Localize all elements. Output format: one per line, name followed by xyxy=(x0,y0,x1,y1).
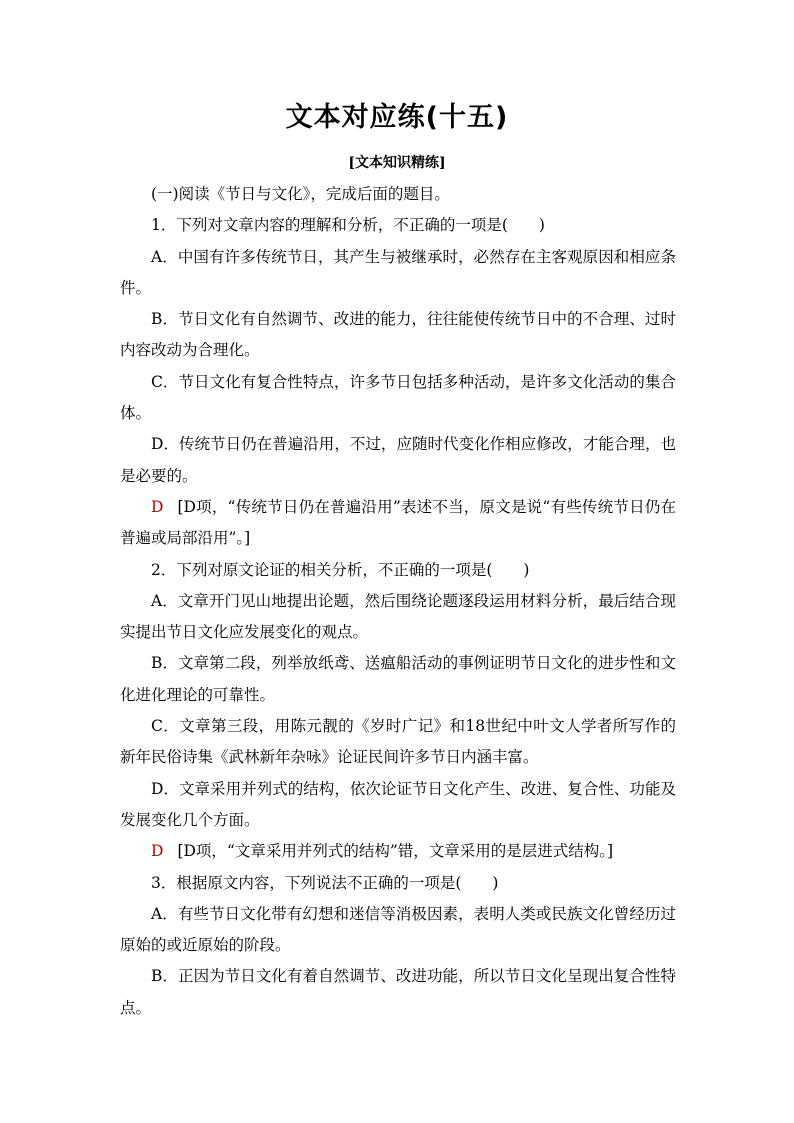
question-2-stem: 2．下列对原文论证的相关分析，不正确的一项是( ) xyxy=(151,560,530,579)
question-2-explanation: [D项，“文章采用并列式的结构”错，文章采用的是层进式结构。] xyxy=(177,842,614,861)
question-3-stem: 3．根据原文内容，下列说法不正确的一项是( ) xyxy=(151,873,499,892)
question-1-answer-letter: D xyxy=(151,497,164,516)
reading-instruction: (一)阅读《节日与文化》，完成后面的题目。 xyxy=(151,185,450,203)
question-1-explanation: [D项，“传统节日仍在普遍沿用”表述不当，原文是说“有些传统节日仍在普遍或局部沿用”。] xyxy=(120,497,676,548)
question-1-stem: 1．下列对文章内容的理解和分析，不正确的一项是( ) xyxy=(151,216,545,235)
question-3-option-b: B．正因为节日文化有着自然调节、改进功能，所以节日文化呈现出复合性特点。 xyxy=(120,967,676,1017)
question-2-option-d: D．文章采用并列式的结构，依次论证节日文化产生、改进、复合性、功能及发展变化几个方面。 xyxy=(120,779,676,829)
question-1-option-d: D．传统节日仍在普遍沿用，不过，应随时代变化作相应修改，才能合理，也是必要的。 xyxy=(120,435,676,485)
question-1-option-a: A．中国有许多传统节日，其产生与被继承时，必然存在主客观原因和相应条件。 xyxy=(120,247,676,297)
question-1-option-b: B．节日文化有自然调节、改进的能力，往往能使传统节日中的不合理、过时内容改动为合理化。 xyxy=(120,310,676,360)
page-title: 文本对应练(十五) xyxy=(285,102,509,133)
question-2-answer xyxy=(120,836,676,867)
section-heading: [文本知识精练] xyxy=(348,155,446,171)
question-3-option-a: A．有些节日文化带有幻想和迷信等消极因素，表明人类或民族文化曾经历过原始的或近原始的阶段。 xyxy=(120,904,676,955)
question-2-option-a: A．文章开门见山地提出论题，然后围绕论题逐段运用材料分析，最后结合现实提出节日文化应发展变化的观点。 xyxy=(120,591,676,642)
question-1-option-c: C．节日文化有复合性特点，许多节日包括多种活动，是许多文化活动的集合体。 xyxy=(120,372,676,423)
question-2-option-b: B．文章第二段，列举放纸鸢、送瘟船活动的事例证明节日文化的进步性和文化进化理论的可靠性。 xyxy=(120,654,676,704)
question-1-answer xyxy=(120,492,676,555)
document-body xyxy=(120,179,676,1024)
question-2-option-c: C．文章第三段，用陈元靓的《岁时广记》和18世纪中叶文人学者所写作的新年民俗诗集《武林新年杂咏》论证民间许多节日内涵丰富。 xyxy=(120,717,676,767)
question-2-answer-letter: D xyxy=(151,842,164,861)
